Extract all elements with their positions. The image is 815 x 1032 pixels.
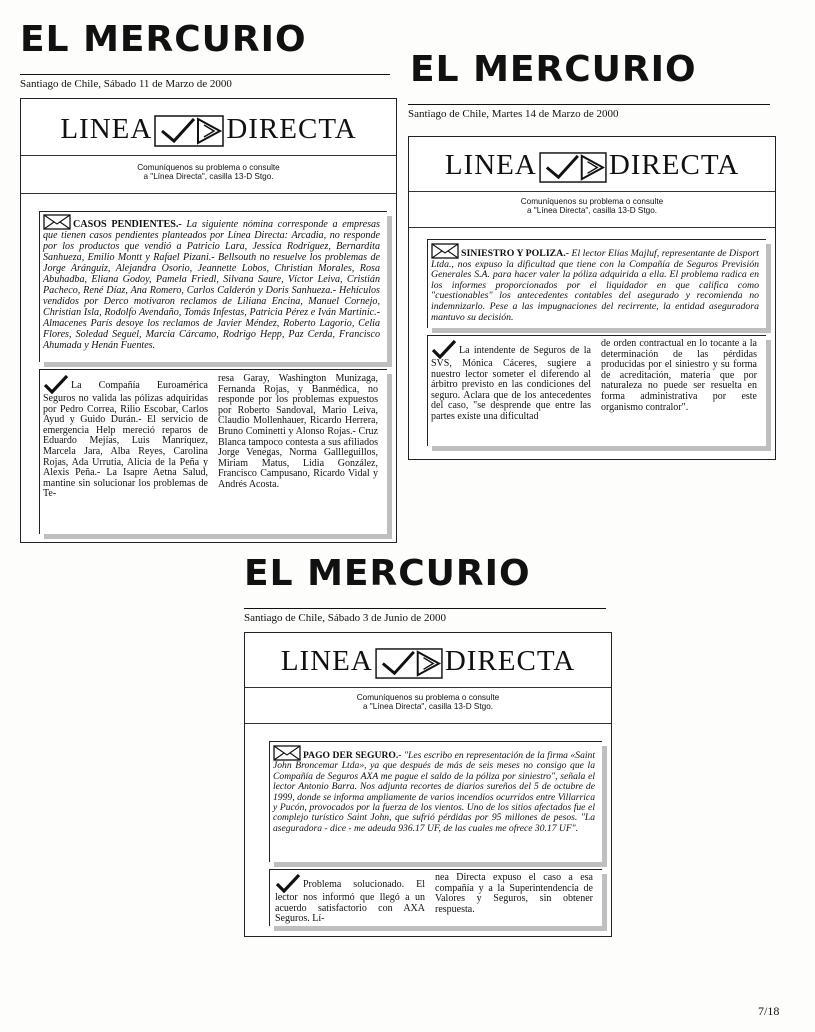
lead-paragraph: [431, 243, 759, 323]
logo-word-linea: LINEA: [280, 645, 373, 677]
lead-heading: CASOS PENDIENTES.-: [73, 219, 182, 230]
linea-directa-logo: [21, 99, 396, 156]
linea-directa-logo: [409, 137, 775, 192]
lead-heading: PAGO DER SEGURO.-: [303, 750, 402, 761]
newspaper-masthead: EL MERCURIO: [244, 553, 531, 594]
reply-column-1: Problema solucionado. El lector nos informó que llegó a un acuerdo satisfactorio con AXA Seguros. Lí-: [275, 873, 425, 925]
reply-column-1: La Compañía Euroamérica Seguros no valida las pólizas adquiridas por Pedro Correa, Rilio Escobar, Carlos Ayud y Guido Durán.- El servicio de emergencia Help mereció reparos de Eduardo Mejías, Luis Manríquez, Marcela Jara, Alba Reyes, Carolina Rojas, Ada Urrutia, Alicia de la Peña y Alexis Peña.- La Isapre Aetna Salud, mantine sin solucionar los problemas de Te-: [43, 374, 208, 500]
clip-march-11: [20, 20, 400, 545]
contact-note: Comuníquenos su problema o consulte a "Línea Directa", casilla 13-D Stgo.: [356, 693, 500, 712]
envelope-icon: [431, 243, 459, 259]
reply-column-2: resa Garay, Washington Munizaga, Fernanda Rojas, y Banmédica, no responde por los problemas expuestos por Roberto Sandoval, Mario Leiva, Claudio Mollenhauer, Ricardo Herrera, Bruno Cominetti y Alonso Rojas.- Cruz Blanca tampoco contesta a sus afiliados Jorge Venegas, Norma Gallleguillos, Miriam Matus, Lidia González, Francisco Campusano, Ricardo Vidal y Andrés Acosta.: [218, 373, 378, 490]
envelope-icon: [43, 214, 71, 230]
linea-directa-box: [408, 136, 776, 460]
checkmark-icon: [43, 374, 69, 394]
lead-text: El lector Elías Majluf, representante de Disport Ltda., nos expuso la dificultad que tiene con la Compañía de Seguros Previsión Generales S.A. para hacer valer la póliza adquirida a ella. El problema radica en los informes proporcionados por el liquidador en que califica como "cuestionables" los antecedentes contables del asegurado y recomienda no indemnizarlo. Pese a las impugnaciones del recirrente, la entidad aseguradora mantuvo su decisión.: [431, 248, 760, 323]
dateline: Santiago de Chile, Martes 14 de Marzo de 2000: [408, 104, 770, 120]
logo-word-directa: DIRECTA: [444, 645, 576, 677]
checkmark-icon: [431, 339, 457, 359]
clip-march-14: [408, 48, 780, 463]
lead-text: "Les escribo en representación de la firma «Saint John Broncemar Ltda», ya que después de más de seis meses no consigo que la Compañía de Seguros AXA me pague el saldo de la póliza por siniestro", señala el lector Antonio Barra. Nos adjunta recortes de diarios sureños del 5 de octubre de 1999, donde se informa ampliamente de varios incendios ocurridos entre Villarrica y Pucón, provocados por la fuerza de los vientos. Uno de los sitios afectados fue el complejo turístico Saint John, que sufrió pérdidas por 95 millones de pesos. "La aseguradora - dice - me adeuda 936.17 UF, de las cuales me ofrece 30.17 UF".: [273, 750, 595, 834]
check-envelope-emblem-icon: [154, 115, 224, 147]
check-envelope-emblem-icon: [375, 648, 443, 679]
linea-directa-logo: [245, 633, 611, 688]
check-envelope-emblem-icon: [539, 152, 607, 183]
reply-column-2: de orden contractual en lo tocante a la determinación de las pérdidas producidas por el siniestro y su forma de acreditación, materia que por naturaleza no puede ser resuelta en forma administrativa por este organismo contralor".: [601, 338, 757, 413]
lead-paragraph: [43, 214, 380, 351]
logo-word-linea: LINEA: [60, 113, 153, 145]
checkmark-icon: [275, 873, 301, 893]
reply-column-2: nea Directa expuso el caso a esa compañía y a la Superintendencia de Valores y Seguros, sin obtener respuesta.: [435, 872, 593, 915]
newspaper-masthead: EL MERCURIO: [410, 49, 697, 90]
lead-paragraph: [273, 745, 595, 834]
logo-word-directa: DIRECTA: [608, 149, 740, 181]
lead-text: La siguiente nómina corresponde a empresas que tienen casos pendientes planteados por Línea Directa: Arcadia, no responde por los productos que vendió a Patricio Lara, Jessica Rodríguez, Bernardita Sanhueza, Emilio Montt y Rafael Pizani.- Bellsouth no resuelve los problemas de Jorge Aránguiz, Alejandra Osorio, Jeannette Lobos, Christian Morales, Rosa Abuhadba, Eliana Godoy, Pamela Friedl, Silvana Saure, Víctor Leiva, Cristián Pacheco, René Díaz, Ana Romero, Carlos Calderón y Doris Sanhueza.- Hehículos vendidos por Derco motivaron reclamos de Liliana Encina, Manuel Cornejo, Christian Isla, Rodolfo Avendaño, Tomás Infestas, Patricia Pérez e Iván Martinic.- Almacenes París desoye los reclamos de Javier Méndez, Roberto Lagorio, Celia Flores, Soledad Seguel, Marcia Cárcamo, Rodrigo Hepp, Paz Cerda, Francisco Ahumada y Henán Fuentes.: [43, 219, 380, 351]
logo-word-directa: DIRECTA: [226, 113, 357, 145]
dateline: Santiago de Chile, Sábado 11 de Marzo de 2000: [20, 74, 390, 90]
linea-directa-box: [244, 632, 612, 937]
contact-note: Comuníquenos su problema o consulte a "Línea Directa", casilla 13-D Stgo.: [520, 197, 664, 216]
clip-june-3: [244, 553, 616, 941]
dateline: Santiago de Chile, Sábado 3 de Junio de 2000: [244, 608, 606, 624]
logo-word-linea: LINEA: [444, 149, 537, 181]
lead-heading: SINIESTRO Y POLIZA.-: [461, 248, 569, 259]
newspaper-masthead: EL MERCURIO: [20, 19, 307, 60]
page-number: 7/18: [758, 1004, 780, 1018]
linea-directa-box: [20, 98, 397, 543]
reply-column-1: La intendente de Seguros de la SVS, Mónica Cáceres, sugiere a nuestro lector someter el diferendo al árbitro previsto en las condiciones del seguro. Aclara que de los antecedentes del caso, "se desprende que entre las partes existe una dificultad: [431, 339, 591, 423]
envelope-icon: [273, 745, 301, 761]
contact-note: Comuníquenos su problema o consulte a "Línea Directa", casilla 13-D Stgo.: [137, 163, 280, 182]
